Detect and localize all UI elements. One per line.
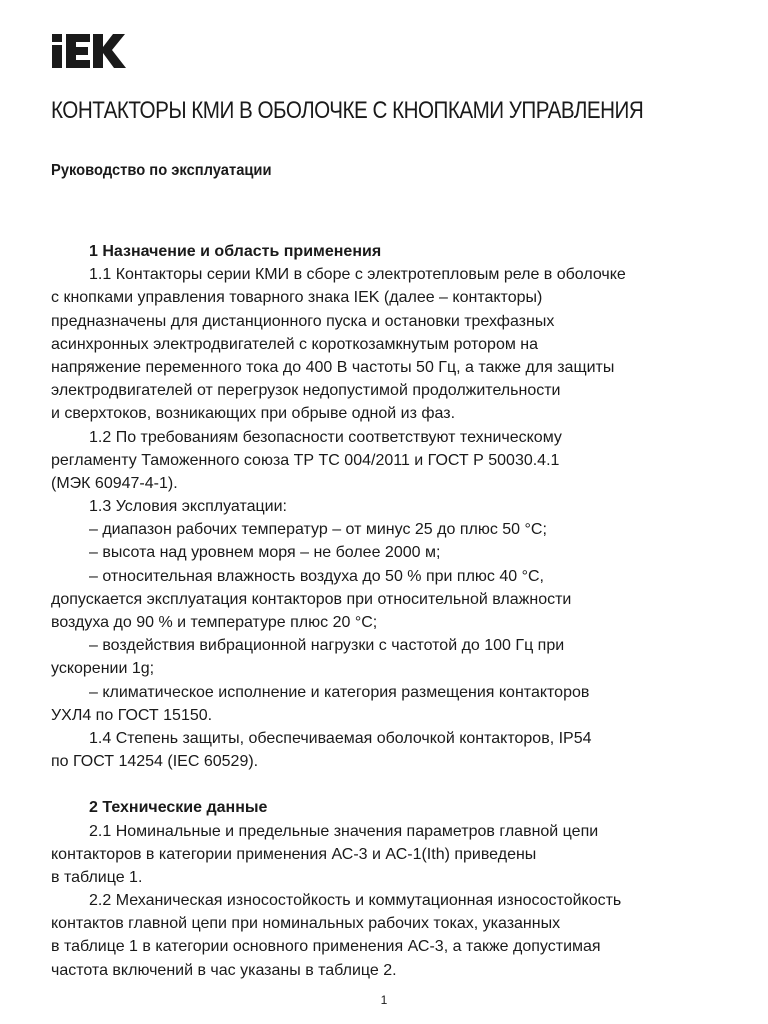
- paragraph-line: 2.2 Механическая износостойкость и коммутационная износостойкость: [89, 892, 622, 910]
- paragraph-line: в таблице 1 в категории основного применения АС-3, а также допустимая: [51, 938, 601, 956]
- paragraph-line: допускается эксплуатация контакторов при относительной влажности: [51, 590, 572, 608]
- paragraph-line: по ГОСТ 14254 (IEC 60529).: [51, 753, 259, 771]
- document-body: [51, 240, 721, 982]
- paragraph-line: с кнопками управления товарного знака IEK (далее – контакторы): [51, 289, 543, 307]
- iek-logo: [52, 34, 126, 68]
- paragraph-line: в таблице 1.: [51, 868, 143, 886]
- page-number: 1: [380, 993, 388, 1007]
- list-item: – воздействия вибрационной нагрузки с частотой до 100 Гц при: [89, 637, 565, 655]
- paragraph-line: и сверхтоков, возникающих при обрыве одной из фаз.: [51, 405, 456, 423]
- section-1-heading: 1 Назначение и область применения: [89, 243, 382, 260]
- paragraph-line: контакторов в категории применения АС-3 и АС-1(Ith) приведены: [51, 845, 537, 863]
- paragraph-line: УХЛ4 по ГОСТ 15150.: [51, 706, 213, 724]
- paragraph-line: 2.1 Номинальные и предельные значения параметров главной цепи: [89, 822, 599, 840]
- paragraph-line: ускорении 1g;: [51, 660, 155, 678]
- paragraph-line: 1.1 Контакторы серии КМИ в сборе с электротепловым реле в оболочке: [89, 266, 626, 284]
- paragraph-line: 1.4 Степень защиты, обеспечиваемая оболочкой контакторов, IP54: [89, 729, 592, 747]
- paragraph-line: асинхронных электродвигателей с короткозамкнутым ротором на: [51, 335, 539, 353]
- list-item: – климатическое исполнение и категория размещения контакторов: [89, 683, 590, 701]
- list-item: – относительная влажность воздуха до 50 % при плюс 40 °С,: [89, 567, 544, 585]
- paragraph-line: электродвигателей от перегрузок недопустимой продолжительности: [51, 382, 561, 400]
- section-2-heading: 2 Технические данные: [89, 799, 268, 817]
- paragraph-line: регламенту Таможенного союза ТР ТС 004/2011 и ГОСТ Р 50030.4.1: [51, 451, 560, 469]
- paragraph-line: контактов главной цепи при номинальных рабочих токах, указанных: [51, 915, 561, 933]
- paragraph-line: частота включений в час указаны в таблице 2.: [51, 961, 397, 979]
- list-item: – высота над уровнем моря – не более 2000 м;: [89, 544, 441, 562]
- document-subtitle: Руководство по эксплуатации: [51, 162, 272, 179]
- section-spacer: [51, 773, 721, 796]
- list-item: – диапазон рабочих температур – от минус 25 до плюс 50 °С;: [89, 521, 547, 539]
- document-title: КОНТАКТОРЫ КМИ В ОБОЛОЧКЕ С КНОПКАМИ УПРАВЛЕНИЯ: [51, 97, 644, 124]
- paragraph-line: напряжение переменного тока до 400 В частоты 50 Гц, а также для защиты: [51, 358, 615, 376]
- paragraph-line: воздуха до 90 % и температуре плюс 20 °С;: [51, 614, 378, 631]
- paragraph-line: 1.3 Условия эксплуатации:: [89, 498, 287, 516]
- paragraph-line: 1.2 По требованиям безопасности соответствуют техническому: [89, 428, 562, 446]
- paragraph-line: предназначены для дистанционного пуска и остановки трехфазных: [51, 312, 555, 330]
- paragraph-line: (МЭК 60947-4-1).: [51, 474, 178, 492]
